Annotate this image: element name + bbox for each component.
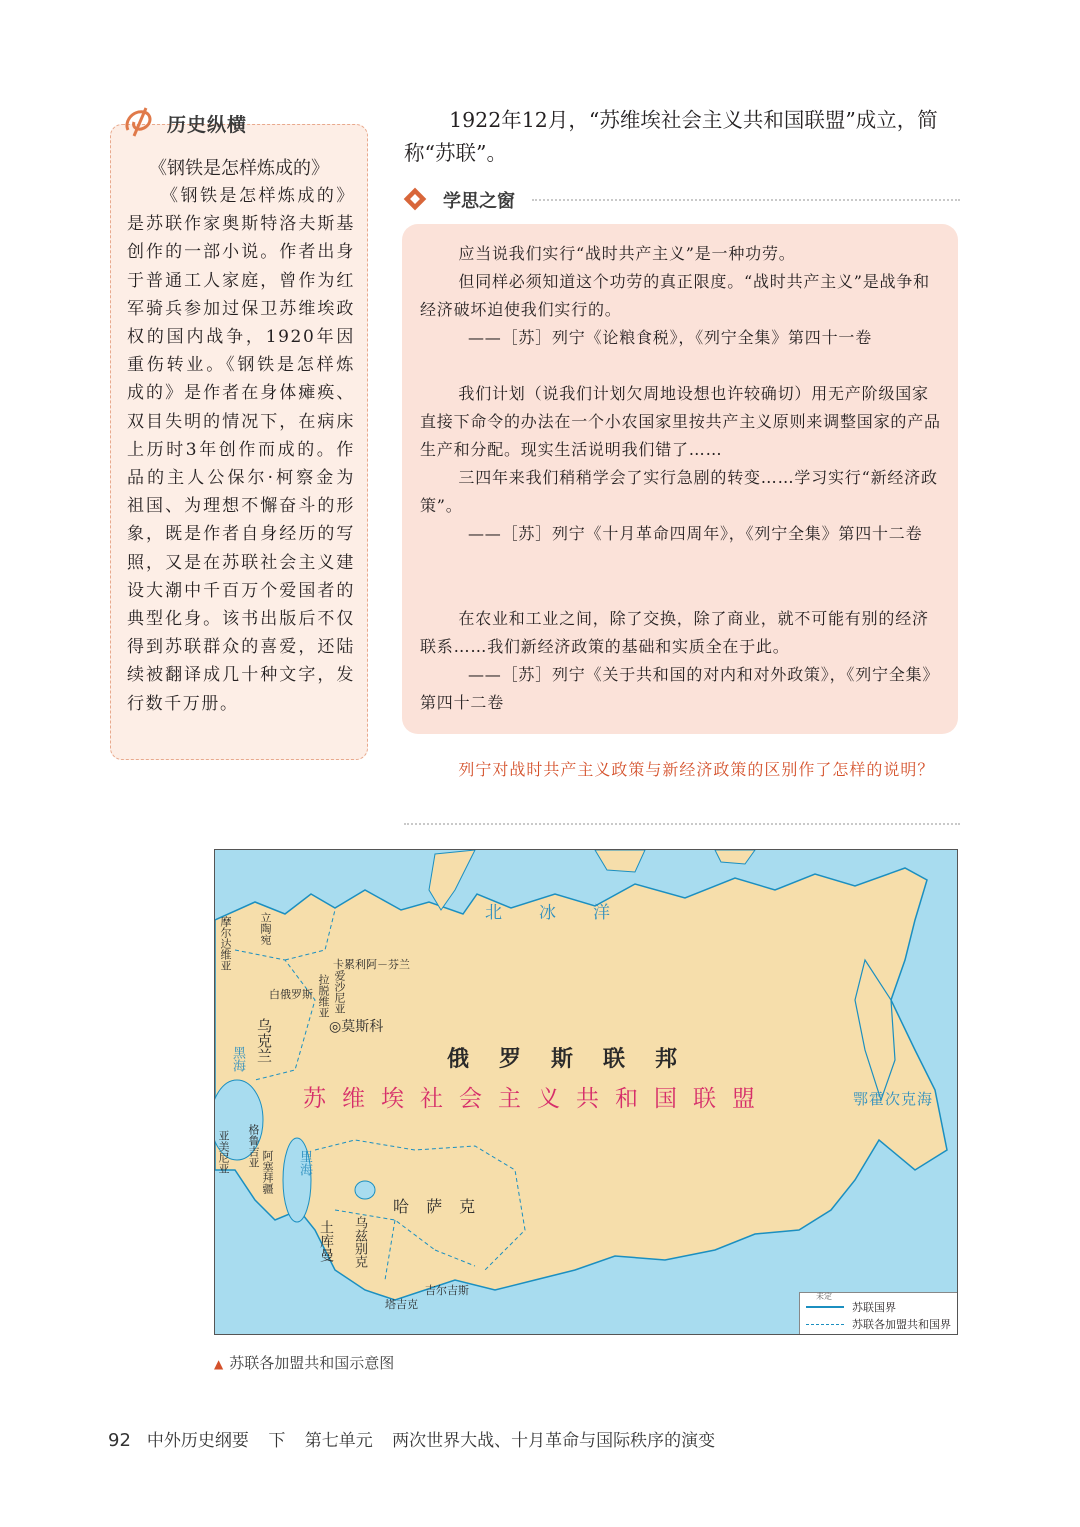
label-okhotsk-sea: 鄂霍次克海 xyxy=(853,1090,934,1108)
legend-dashed-line xyxy=(806,1324,844,1325)
legend-label-2: 苏联各加盟共和国界 xyxy=(852,1318,951,1331)
intro-paragraph: 1922年12月，“苏维埃社会主义共和国联盟”成立，简称“苏联”。 xyxy=(404,108,938,165)
label-ukraine: 乌克兰 xyxy=(255,1018,273,1063)
label-kyrgyz: 吉尔吉斯 xyxy=(425,1284,469,1297)
history-logo-icon xyxy=(122,106,156,138)
label-tajik: 塔吉克 xyxy=(385,1298,418,1311)
label-arctic-ocean: 北 冰 洋 xyxy=(485,903,611,923)
quote-3-paragraph-1: 在农业和工业之间，除了交换，除了商业，就不可能有别的经济联系……我们新经济政策的基础和实质全在于此。 xyxy=(420,609,929,656)
ussr-map xyxy=(214,849,958,1335)
label-kazakh: 哈 萨 克 xyxy=(393,1197,482,1216)
label-azerbaijan: 阿塞拜疆 xyxy=(261,1150,274,1194)
sidebar-label: 历史纵横 xyxy=(167,114,248,136)
label-lithuania: 立陶宛 xyxy=(259,912,272,945)
quote-block-2 xyxy=(420,380,942,548)
label-uzbek: 乌兹别克 xyxy=(352,1216,367,1268)
quote-1-citation: ——［苏］列宁《论粮食税》，《列宁全集》第四十一卷 xyxy=(468,328,873,347)
severnaya-zemlya xyxy=(595,850,645,872)
legend-label-1: 苏联国界 xyxy=(852,1301,896,1314)
label-ussr: 苏维埃社会主义共和国联盟 xyxy=(303,1086,771,1112)
question-divider xyxy=(404,823,960,825)
quote-2-paragraph-1: 我们计划（说我们计划欠周地设想也许较确切）用无产阶级国家直接下命令的办法在一个小农国家里按共产主义原则来调整国家的产品生产和分配。现实生活说明我们错了…… xyxy=(420,384,941,459)
label-estonia: 爱沙尼亚 xyxy=(333,970,346,1014)
quote-2-citation: ——［苏］列宁《十月革命四周年》，《列宁全集》第四十二卷 xyxy=(468,524,923,543)
quote-block-1 xyxy=(420,240,942,352)
map-caption xyxy=(214,1352,394,1373)
label-georgia: 格鲁吉亚 xyxy=(247,1124,260,1168)
label-russia: 俄罗斯联邦 xyxy=(447,1046,708,1072)
label-turkmen: 土库曼 xyxy=(318,1220,334,1262)
sidebar-title: 《钢铁是怎样炼成的》 xyxy=(149,158,329,179)
label-moldavia: 摩尔达维亚 xyxy=(219,916,232,971)
label-moscow: ◎莫斯科 xyxy=(329,1019,384,1035)
page-number: 92 xyxy=(108,1430,131,1451)
novaya-zemlya xyxy=(429,850,475,910)
label-black-sea: 黑海 xyxy=(230,1046,245,1072)
label-caspian-sea: 里海 xyxy=(297,1150,312,1176)
label-latvia: 拉脱维亚 xyxy=(317,974,330,1018)
quote-1-paragraph-1: 应当说我们实行“战时共产主义”是一种功劳。 xyxy=(458,244,796,263)
sidebar-body: 《钢铁是怎样炼成的》是苏联作家奥斯特洛夫斯基创作的一部小说。作者出身于普通工人家庭，曾作为红军骑兵参加过保卫苏维埃政权的国内战争，1920年因重伤转业。《钢铁是怎样炼成的》是作者在身体瘫痪、双目失明的情况下，在病床上历时3年创作而成的。作品的主人公保尔·柯察金为祖国、为理想不懈奋斗的形象，既是作者自身经历的写照，又是在苏联社会主义建设大潮中千百万个爱国者的典型化身。该书出版后不仅得到苏联群众的喜爱，还陆续被翻译成几十种文字，发行数千万册。 xyxy=(127,186,355,714)
label-armenia: 亚美尼亚 xyxy=(217,1130,230,1174)
footer-volume: 下 xyxy=(268,1431,286,1451)
footer-unit-title: 两次世界大战、十月革命与国际秩序的演变 xyxy=(392,1431,716,1451)
label-belarus: 白俄罗斯 xyxy=(269,988,313,1001)
label-karelia: 卡累利阿－芬兰 xyxy=(333,958,410,971)
xuesi-label: 学思之窗 xyxy=(443,191,515,212)
footer-unit: 第七单元 xyxy=(304,1431,373,1451)
map-legend xyxy=(799,1292,958,1335)
quote-3-citation: ——［苏］列宁《关于共和国的对内和对外政策》，《列宁全集》第四十二卷 xyxy=(420,665,940,712)
quote-2-paragraph-2: 三四年来我们稍稍学会了实行急剧的转变……学习实行“新经济政策”。 xyxy=(420,468,938,515)
new-siberian-islands xyxy=(715,850,755,864)
caption-triangle-icon: ▲ xyxy=(214,1357,224,1371)
page-footer xyxy=(108,1426,729,1451)
aral-sea xyxy=(355,1181,375,1199)
quote-1-paragraph-2: 但同样必须知道这个功劳的真正限度。“战时共产主义”是战争和经济破坏迫使我们实行的。 xyxy=(420,272,930,319)
legend-undetermined: 未定 xyxy=(816,1292,832,1301)
legend-row-republic xyxy=(806,1316,951,1332)
legend-solid-line xyxy=(806,1306,844,1308)
discussion-question: 列宁对战时共产主义政策与新经济政策的区别作了怎样的说明？ xyxy=(458,760,935,779)
xuesi-divider xyxy=(532,199,960,201)
quote-block-3 xyxy=(420,605,942,717)
diamond-icon xyxy=(403,187,427,211)
footer-book-title: 中外历史纲要 xyxy=(146,1431,249,1451)
caption-text: 苏联各加盟共和国示意图 xyxy=(229,1354,395,1372)
